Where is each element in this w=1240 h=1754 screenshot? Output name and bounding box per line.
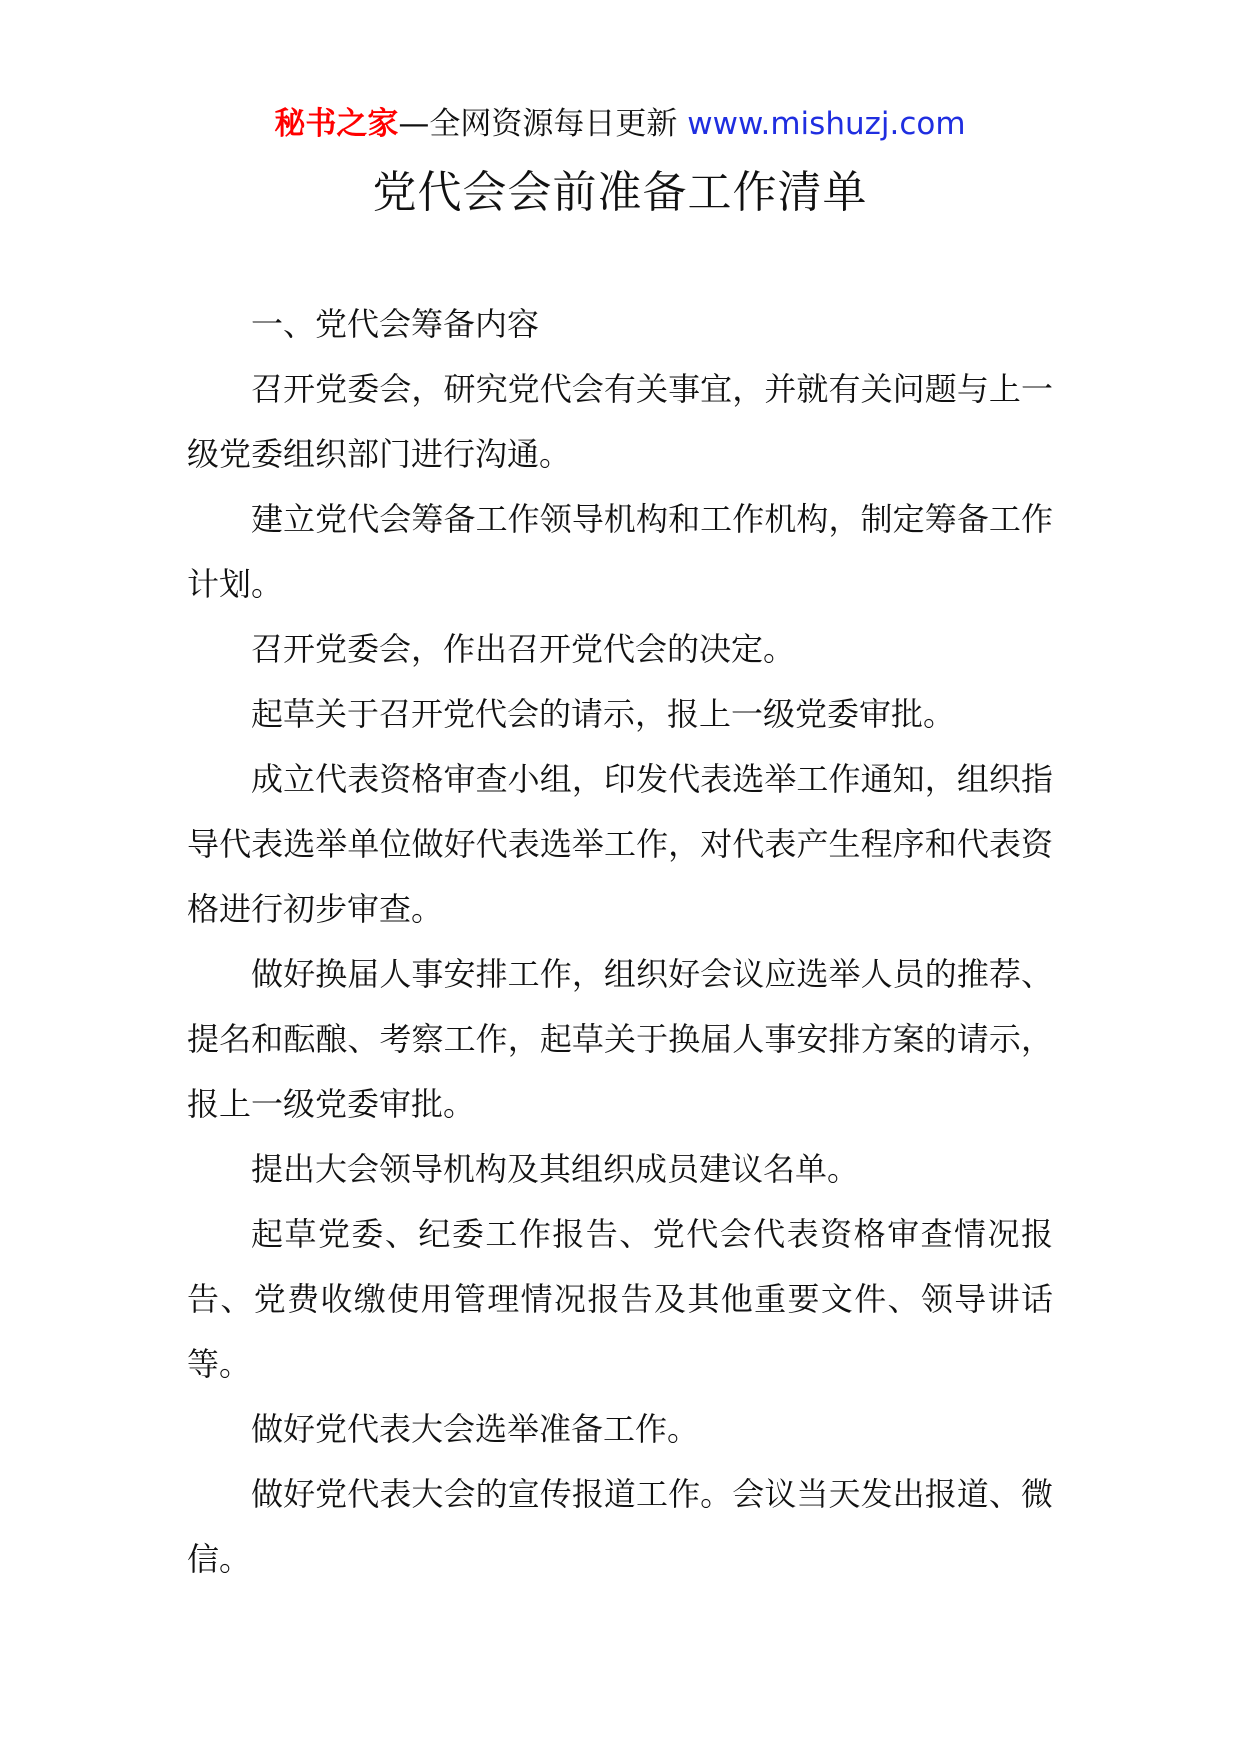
- paragraph: 建立党代会筹备工作领导机构和工作机构，制定筹备工作计划。: [187, 500, 1053, 603]
- document-title: 党代会会前准备工作清单: [372, 167, 868, 218]
- watermark-slogan: —全网资源每日更新: [398, 106, 678, 142]
- document-body: [187, 292, 1053, 1592]
- section-heading: 一、党代会筹备内容: [251, 305, 540, 343]
- watermark-header: [0, 102, 1240, 146]
- paragraph: 提出大会领导机构及其组织成员建议名单。: [251, 1150, 860, 1188]
- watermark-url[interactable]: www.mishuzj.com: [687, 106, 966, 142]
- paragraph: 召开党委会，研究党代会有关事宜，并就有关问题与上一级党委组织部门进行沟通。: [187, 370, 1053, 473]
- paragraph: 做好党代表大会选举准备工作。: [251, 1410, 700, 1448]
- watermark-brand: 秘书之家: [274, 106, 399, 142]
- paragraph: 召开党委会，作出召开党代会的决定。: [251, 630, 796, 668]
- paragraph: 成立代表资格审查小组，印发代表选举工作通知，组织指导代表选举单位做好代表选举工作，对代表产生程序和代表资格进行初步审查。: [187, 760, 1053, 928]
- paragraph: 起草党委、纪委工作报告、党代会代表资格审查情况报告、党费收缴使用管理情况报告及其他重要文件、领导讲话等。: [187, 1215, 1053, 1383]
- paragraph: 起草关于召开党代会的请示，报上一级党委审批。: [251, 695, 956, 733]
- paragraph: 做好党代表大会的宣传报道工作。会议当天发出报道、微信。: [187, 1475, 1053, 1578]
- paragraph: 做好换届人事安排工作，组织好会议应选举人员的推荐、提名和酝酿、考察工作，起草关于换届人事安排方案的请示，报上一级党委审批。: [187, 955, 1053, 1123]
